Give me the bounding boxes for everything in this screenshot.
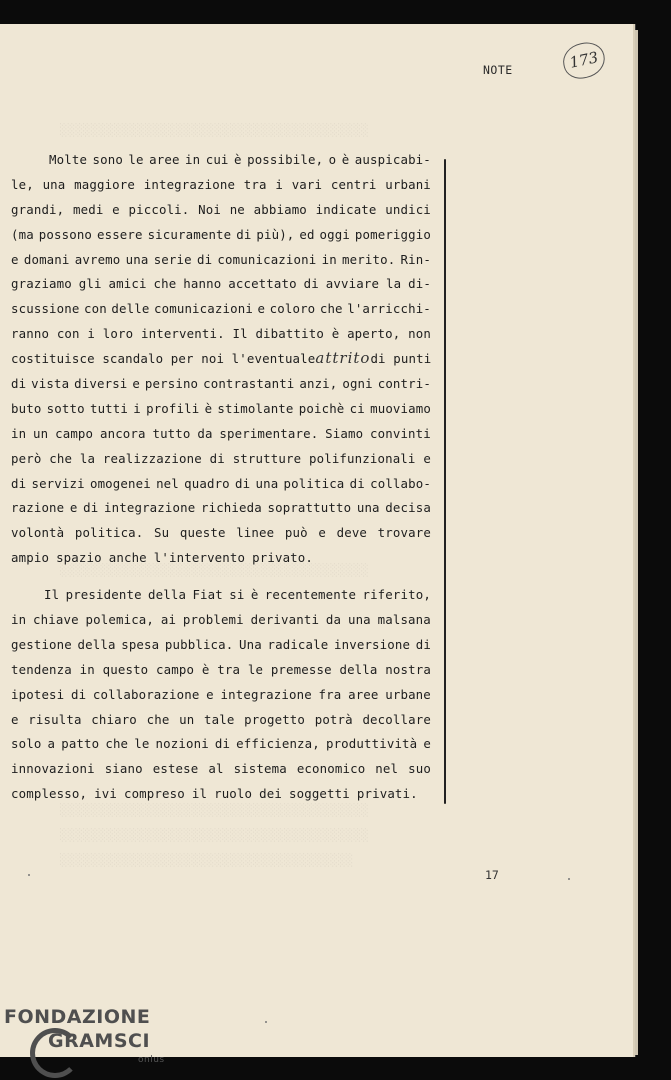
word: poichè — [298, 400, 345, 416]
word: e — [206, 686, 214, 702]
text-line — [11, 148, 431, 173]
word: aperto, — [347, 326, 401, 342]
word: accettato — [228, 276, 297, 292]
word: interventi. — [140, 326, 225, 342]
word: patto — [61, 736, 100, 752]
word: della — [339, 661, 378, 677]
text-line — [11, 608, 431, 633]
word: al — [208, 761, 224, 777]
word: riferito, — [362, 587, 431, 603]
text-line — [11, 658, 431, 683]
word: e — [11, 251, 19, 267]
word: i — [275, 176, 283, 192]
line-prefix: costituisce scandalo per noi l'eventuale — [11, 351, 316, 367]
word: in — [11, 612, 27, 628]
word: di — [11, 376, 27, 392]
word: piccoli. — [128, 201, 190, 217]
bleed-through-text: ░░░░░░░░░░░░░░░░░░░░░░░░░░░░░░░░░░░░░░░░ — [60, 828, 369, 842]
watermark-logo — [4, 1006, 174, 1080]
word: che — [49, 450, 73, 466]
word: strutture — [232, 450, 302, 466]
word: radicale — [267, 636, 329, 652]
text-line — [11, 521, 431, 546]
word: deve — [336, 525, 368, 541]
word: in — [11, 425, 27, 441]
word: essere — [96, 226, 143, 242]
word: innovazioni — [11, 761, 95, 777]
line-suffix: di punti — [370, 351, 432, 367]
word: a — [47, 736, 56, 752]
word: politica. — [74, 525, 144, 541]
word: da — [325, 612, 342, 628]
word: della — [77, 636, 116, 652]
word: pubblica. — [164, 636, 234, 652]
word: una — [356, 500, 380, 516]
word: un — [33, 425, 49, 441]
word: delle — [111, 301, 150, 317]
word: ranno — [11, 326, 50, 342]
word: maggiore — [74, 176, 136, 192]
word: in — [79, 661, 95, 677]
word: le, — [11, 176, 34, 192]
word: vista — [31, 376, 70, 392]
word: quadro — [184, 475, 230, 491]
word: che — [146, 711, 170, 727]
word: decisa — [385, 500, 431, 516]
word: ancora — [99, 425, 146, 441]
word: e — [423, 736, 431, 752]
word: campo — [156, 661, 195, 677]
word: ipotesi — [11, 686, 65, 702]
word: loro — [102, 326, 134, 342]
word: l'arricchi- — [347, 301, 431, 317]
word: comunicazioni — [154, 301, 253, 317]
word: dei — [259, 786, 282, 802]
word: decollare — [362, 711, 431, 727]
word: in — [321, 251, 337, 267]
word: di — [349, 475, 365, 491]
word: gli — [78, 276, 102, 292]
word: sotto — [46, 400, 85, 416]
word: recentemente — [264, 587, 357, 603]
word: inversione — [334, 636, 411, 652]
word: di — [70, 686, 87, 702]
word: possibile, — [247, 152, 324, 167]
word: contrastanti — [203, 376, 295, 392]
word: anzi, — [299, 376, 338, 392]
word: amici — [108, 276, 147, 292]
word: merito. — [342, 251, 396, 267]
text-line — [11, 297, 431, 322]
paragraph-1 — [11, 148, 431, 571]
note-label: NOTE — [483, 63, 513, 77]
word: si — [229, 587, 245, 603]
word: economico — [296, 761, 366, 777]
word: i — [87, 326, 96, 342]
word: hanno — [183, 276, 222, 292]
word: è — [201, 661, 210, 677]
text-line — [11, 546, 431, 571]
word: una — [42, 176, 66, 192]
word: aree — [149, 152, 180, 167]
word: risulta — [28, 711, 82, 727]
word: di — [415, 636, 431, 652]
word: compreso — [123, 786, 185, 802]
word: muoviamo — [370, 400, 431, 416]
page-edge — [635, 30, 638, 1055]
word: realizzazione — [102, 450, 202, 466]
paper-speck — [265, 1021, 267, 1023]
word: una — [255, 475, 279, 491]
text-line — [11, 447, 431, 472]
word: progetto — [244, 711, 306, 727]
word: graziamo — [11, 276, 72, 292]
text-line — [11, 732, 431, 757]
word: e — [69, 500, 78, 516]
word: avremo — [74, 251, 121, 267]
word: nel — [156, 475, 179, 491]
word: efficienza, — [236, 736, 320, 752]
word: pomeriggio — [354, 226, 431, 242]
word: estese — [152, 761, 199, 777]
text-line — [11, 173, 431, 198]
text-line — [11, 583, 431, 608]
word: servizi — [31, 475, 85, 491]
paper-speck — [28, 874, 30, 876]
word: è — [341, 152, 350, 167]
word: un — [179, 711, 195, 727]
word: complesso, — [11, 786, 88, 802]
word: con — [56, 326, 80, 342]
word: soggetti — [288, 786, 350, 802]
word: spazio — [56, 550, 102, 566]
word: chiave — [33, 612, 79, 628]
word: nozioni — [155, 736, 209, 752]
word: premesse — [270, 661, 332, 677]
word: la — [385, 276, 402, 292]
word: che — [153, 276, 177, 292]
text-line — [11, 372, 431, 397]
word: Fiat — [192, 587, 223, 603]
word: ai — [160, 612, 177, 628]
word: sperimentare. — [219, 425, 319, 441]
watermark-line1: FONDAZIONE — [4, 1006, 151, 1028]
word: gestione — [11, 636, 72, 652]
word: fra — [318, 686, 342, 702]
word: Rin- — [400, 251, 431, 267]
word: e — [11, 711, 19, 727]
word: domani — [23, 251, 70, 267]
word: omogenei — [89, 475, 151, 491]
word: aree — [348, 686, 379, 702]
word: stimolante — [217, 400, 294, 416]
word: avviare — [325, 276, 380, 292]
word: sistema — [233, 761, 287, 777]
word: i — [133, 400, 141, 416]
word: della — [148, 587, 187, 603]
word: coloro — [269, 301, 316, 317]
word: malsana — [377, 612, 431, 628]
word: di — [303, 276, 319, 292]
word: queste — [179, 525, 226, 541]
watermark-line2: GRAMSCI — [48, 1030, 151, 1052]
word: medi — [73, 201, 104, 217]
word: ed — [299, 226, 315, 242]
paper-speck — [568, 878, 570, 880]
word: serie — [153, 251, 192, 267]
margin-mark — [444, 159, 446, 804]
word: è — [234, 152, 242, 167]
word: centri — [330, 176, 377, 192]
word: con — [84, 301, 107, 317]
word: il — [191, 786, 208, 802]
text-line — [11, 683, 431, 708]
word: sicuramente — [147, 226, 232, 242]
word: chiaro — [91, 711, 137, 727]
word: però — [11, 450, 42, 466]
word: di — [83, 500, 99, 516]
word: di — [196, 251, 213, 267]
word: e — [112, 201, 120, 217]
word: l'intervento — [153, 550, 246, 566]
word: Su — [154, 525, 170, 541]
word: le — [128, 152, 144, 167]
word: tra — [217, 661, 241, 677]
word: linee — [236, 525, 275, 541]
word: produttività — [325, 736, 418, 752]
handwritten-page-number: 173 — [560, 39, 608, 82]
text-line — [11, 782, 431, 807]
word: tutti — [89, 400, 129, 416]
word: può — [284, 525, 308, 541]
word: integrazione — [143, 176, 236, 192]
word: soprattutto — [267, 500, 352, 516]
word: Noi — [198, 201, 221, 217]
word: problemi — [182, 612, 244, 628]
word: auspicabi- — [354, 152, 431, 167]
word: ruolo — [214, 786, 253, 802]
word: volontà — [11, 525, 65, 541]
word: grandi, — [11, 201, 65, 217]
paragraph-2 — [11, 583, 431, 807]
word: ne — [229, 201, 245, 217]
bleed-through-text: ░░░░░░░░░░░░░░░░░░░░░░░░░░░░░░░░░░░░░░░░ — [60, 803, 369, 817]
word: le — [134, 736, 150, 752]
word: tendenza — [11, 661, 72, 677]
word: più), — [256, 226, 295, 242]
word: trovare — [377, 525, 431, 541]
word: ogni — [342, 376, 373, 392]
word: questo — [102, 661, 149, 677]
word: anche — [108, 550, 147, 566]
word: nostra — [385, 661, 431, 677]
word: è — [204, 400, 213, 416]
word: Il — [44, 587, 60, 603]
bleed-through-text: ░░░░░░░░░░░░░░░░░░░░░░░░░░░░░░░░░░░░░░ — [60, 853, 354, 867]
text-line — [11, 472, 431, 497]
bleed-through-text: ░░░░░░░░░░░░░░░░░░░░░░░░░░░░░░░░░░░░░░░░ — [60, 123, 369, 137]
word: tra — [243, 176, 267, 192]
word: polemica, — [85, 612, 155, 628]
text-line — [11, 757, 431, 782]
word: privati. — [356, 786, 418, 802]
word: una — [125, 251, 149, 267]
word: Molte — [49, 152, 88, 167]
word: vari — [291, 176, 323, 192]
text-line — [11, 347, 431, 372]
word: ampio — [11, 550, 50, 566]
word: collaborazione — [92, 686, 200, 702]
word: in — [185, 152, 201, 167]
word: cui — [205, 152, 229, 167]
word: suo — [408, 761, 431, 777]
word: Una — [239, 636, 262, 652]
word: e — [318, 525, 326, 541]
word: integrazione — [104, 500, 196, 516]
word: politica — [283, 475, 345, 491]
word: buto — [11, 400, 42, 416]
word: diversi — [74, 376, 128, 392]
word: collabo- — [370, 475, 431, 491]
word: presidente — [65, 587, 142, 603]
word: che — [319, 301, 343, 317]
word: persino — [144, 376, 199, 392]
text-line — [11, 272, 431, 297]
bleed-through-text: ░░░░░░░░░░░░░░░░░░░░░░░░░░░░░░░░░░░░░░░░ — [60, 563, 369, 577]
word: di — [235, 475, 251, 491]
word: di — [11, 475, 27, 491]
word: e — [132, 376, 140, 392]
word: tale — [204, 711, 235, 727]
word: di — [214, 736, 231, 752]
text-line — [11, 633, 431, 658]
word: tutto — [152, 425, 191, 441]
word: comunicazioni — [217, 251, 317, 267]
word: di- — [408, 276, 431, 292]
word: undici — [385, 201, 431, 217]
word: (ma — [11, 226, 34, 242]
word: abbiamo — [253, 201, 307, 217]
body-text — [11, 148, 431, 807]
word: le — [247, 661, 264, 677]
word: ci — [349, 400, 365, 416]
text-line — [11, 422, 431, 447]
word: convinti — [370, 425, 431, 441]
word: indicate — [315, 201, 377, 217]
word: spesa — [121, 636, 160, 652]
text-line — [11, 248, 431, 273]
word: solo — [11, 736, 42, 752]
page-number: 17 — [485, 868, 499, 882]
word: di — [236, 226, 252, 242]
word: razione — [11, 500, 65, 516]
word: di — [209, 450, 225, 466]
word: urbane — [385, 686, 431, 702]
word: e — [257, 301, 266, 317]
word: Siamo — [325, 425, 364, 441]
handwritten-word: attrito — [315, 349, 371, 368]
text-line — [11, 708, 431, 733]
word: sono — [92, 152, 123, 167]
word: oggi — [319, 226, 350, 242]
word: è — [250, 587, 259, 603]
word: nel — [375, 761, 399, 777]
word: integrazione — [220, 686, 312, 702]
text-line — [11, 198, 431, 223]
word: la — [79, 450, 96, 466]
text-line — [11, 322, 431, 347]
text-line — [11, 397, 431, 422]
word: contri- — [377, 376, 431, 392]
word: o — [328, 152, 337, 167]
watermark-line3: onlus — [138, 1055, 165, 1065]
word: una — [347, 612, 371, 628]
word: è — [331, 326, 340, 342]
word: derivanti — [250, 612, 320, 628]
word: urbani — [385, 176, 431, 192]
text-line — [11, 496, 431, 521]
word: privato. — [252, 550, 314, 566]
word: non — [408, 326, 431, 342]
word: Il — [232, 326, 248, 342]
word: profili — [146, 400, 200, 416]
word: ivi — [94, 786, 117, 802]
text-line — [11, 223, 431, 248]
word: e — [423, 450, 431, 466]
word: possono — [38, 226, 93, 242]
word: da — [197, 425, 213, 441]
word: richieda — [200, 500, 262, 516]
word: scussione — [11, 301, 80, 317]
word: polifunzionali — [308, 450, 416, 466]
word: dibattito — [255, 326, 324, 342]
word: siano — [104, 761, 143, 777]
word: che — [105, 736, 129, 752]
word: campo — [55, 425, 94, 441]
word: potrà — [314, 711, 353, 727]
